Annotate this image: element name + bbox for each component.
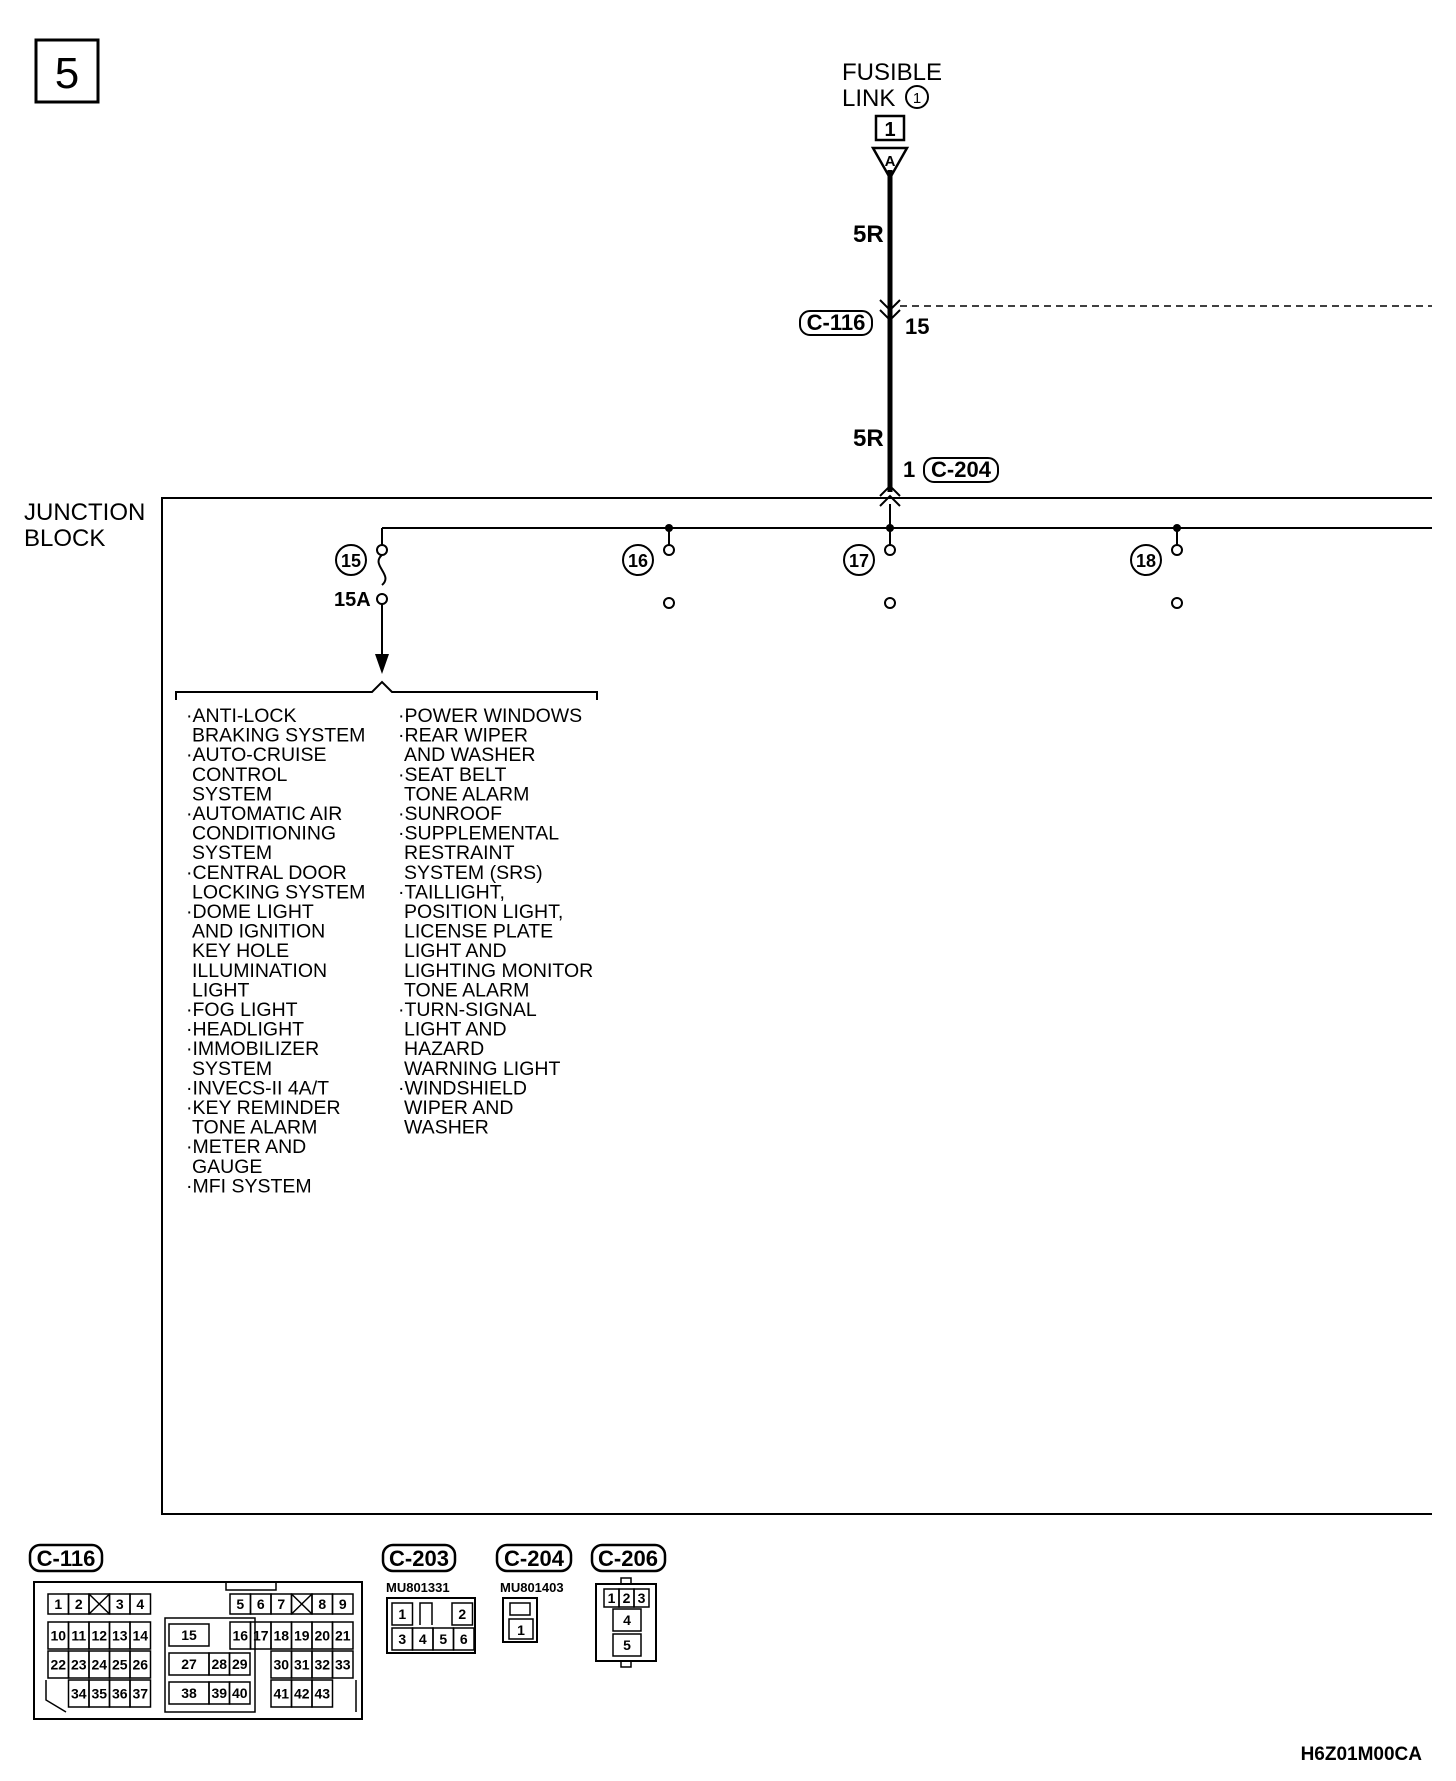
system-right-item: ·SUPPLEMENTAL: [398, 822, 560, 845]
c116-blank-mark: [89, 1594, 110, 1614]
system-left-item: ·METER AND: [186, 1136, 307, 1159]
c116-pin: 4: [136, 1596, 145, 1612]
c206-pin-1: 1: [607, 1590, 616, 1606]
c204-label: C-204: [931, 457, 991, 482]
fuse-15: [334, 528, 389, 674]
c116-pin: 26: [132, 1656, 149, 1673]
c116-pin: 41: [273, 1685, 290, 1702]
system-left-item: SYSTEM: [192, 1057, 273, 1080]
c204-pin: 1: [903, 457, 916, 482]
internal-bus: [382, 504, 1432, 532]
c116-pin: 22: [50, 1656, 67, 1673]
c116-pin: 36: [111, 1685, 128, 1702]
c203-cells: [392, 1603, 474, 1650]
system-left-item: ILLUMINATION: [192, 959, 328, 982]
c203-pin: 6: [459, 1631, 468, 1647]
c116-pin: 40: [231, 1685, 248, 1701]
fusible-link-terminal: 1: [884, 119, 896, 141]
c116-pin: 10: [50, 1627, 67, 1644]
system-right-item: ·POWER WINDOWS: [398, 705, 583, 727]
system-right-item: LIGHT AND: [404, 940, 507, 963]
junction-block-line2: BLOCK: [24, 525, 106, 552]
c116-face-label: C-116: [36, 1546, 96, 1571]
system-left-item: GAUGE: [192, 1155, 263, 1178]
system-left-item: LOCKING SYSTEM: [192, 881, 366, 904]
fuse-15-rating: 15A: [334, 589, 371, 611]
c116-pin: 5: [236, 1596, 245, 1612]
junction-block-line1: JUNCTION: [24, 499, 146, 526]
fuse-17-number: 17: [848, 551, 870, 571]
c204-pin-1: 1: [517, 1622, 525, 1638]
fuse-16: [623, 528, 674, 608]
c116-pin: 34: [70, 1685, 87, 1702]
c206-pin-4: 4: [623, 1612, 631, 1628]
c116-pin: 31: [293, 1656, 310, 1673]
system-left-item: AND IGNITION: [192, 920, 326, 943]
fuse-18-number: 18: [1135, 551, 1157, 571]
system-right-item: ·SEAT BELT: [398, 763, 507, 786]
c116-cells: [46, 1594, 356, 1712]
system-right-item: TONE ALARM: [404, 979, 530, 1002]
system-left-item: LIGHT: [192, 979, 250, 1002]
fuse-16-number: 16: [627, 551, 649, 571]
c203-part-number: MU801331: [386, 1580, 450, 1595]
c203-connector-face: [383, 1545, 475, 1653]
system-left-item: ·AUTOMATIC AIR: [186, 803, 343, 825]
c203-pin: 5: [439, 1631, 448, 1647]
fuse-17: [844, 528, 895, 608]
system-right-item: ·TAILLIGHT,: [398, 881, 505, 904]
c206-connector-face: [592, 1545, 665, 1667]
fuse-15-element: [379, 555, 386, 585]
system-right-item: ·TURN-SIGNAL: [398, 999, 537, 1021]
c116-pin: 29: [231, 1656, 248, 1672]
system-left-item: BRAKING SYSTEM: [192, 724, 366, 747]
c116-pin: 28: [211, 1656, 228, 1672]
c204-face-label: C-204: [504, 1546, 564, 1571]
c116-pin: 7: [277, 1596, 286, 1612]
c116-pin: 9: [338, 1596, 347, 1612]
c116-pin: 25: [111, 1656, 128, 1673]
system-left-item: ·HEADLIGHT: [186, 1018, 305, 1041]
system-left-item: CONDITIONING: [192, 822, 337, 845]
page-number: 5: [54, 49, 80, 98]
c116-pin: 38: [181, 1685, 197, 1701]
c203-key: [420, 1603, 432, 1625]
c116-pin: 19: [293, 1627, 310, 1644]
c116-pin: 33: [334, 1656, 351, 1673]
c203-pin: 4: [418, 1631, 427, 1647]
c116-pin: 2: [74, 1596, 83, 1612]
system-right-item: ·WINDSHIELD: [398, 1077, 527, 1100]
c206-face-label: C-206: [598, 1546, 658, 1571]
system-left-item: ·IMMOBILIZER: [186, 1038, 320, 1061]
c116-pin: 14: [132, 1627, 149, 1644]
system-left-item: ·CENTRAL DOOR: [186, 861, 347, 884]
c116-pin: 42: [293, 1685, 310, 1702]
c116-connector-face: [30, 1545, 362, 1719]
c116-pin: 24: [91, 1656, 108, 1673]
system-left-item: ·AUTO-CRUISE: [186, 744, 327, 767]
fusible-link-number: 1: [912, 90, 922, 107]
c116-pin: 15: [905, 314, 930, 339]
fuse-15-arrow: [375, 654, 389, 674]
c116-pin: 37: [132, 1685, 149, 1702]
system-right-item: RESTRAINT: [404, 842, 515, 865]
c206-pin-5: 5: [623, 1637, 631, 1653]
system-right-item: HAZARD: [404, 1038, 485, 1061]
system-left-item: ·INVECS-II 4A/T: [186, 1077, 330, 1100]
fuse-18: [1131, 528, 1182, 608]
c116-pin: 20: [314, 1627, 331, 1644]
fusible-link: [842, 59, 942, 178]
c206-pin-2: 2: [622, 1590, 631, 1606]
system-right-item: AND WASHER: [404, 744, 536, 767]
system-right-item: LIGHT AND: [404, 1018, 507, 1041]
c116-label: C-116: [806, 310, 866, 335]
system-right-item: WASHER: [404, 1116, 489, 1139]
fusible-link-line1: FUSIBLE: [842, 59, 943, 86]
system-left-item: SYSTEM: [192, 842, 273, 865]
c203-pin: 2: [458, 1606, 467, 1622]
c116-pin: 6: [256, 1596, 265, 1612]
system-left-item: ·KEY REMINDER: [186, 1097, 341, 1119]
system-left-item: ·ANTI-LOCK: [186, 705, 297, 727]
system-left-item: SYSTEM: [192, 783, 273, 806]
c116-pin: 43: [314, 1685, 331, 1702]
c116-pin: 8: [318, 1596, 327, 1612]
c116-pin: 3: [115, 1596, 124, 1612]
system-right-item: SYSTEM (SRS): [404, 861, 543, 884]
c204-part-number: MU801403: [500, 1580, 564, 1595]
c116-blank-mark: [292, 1594, 313, 1614]
systems-left-list: [186, 705, 365, 1197]
c116-pin: 18: [273, 1627, 290, 1644]
load-brace: [176, 682, 597, 700]
system-left-item: KEY HOLE: [192, 940, 290, 963]
c204-connector-face: [497, 1545, 571, 1642]
c116-pin: 23: [70, 1656, 87, 1673]
c116-pin: 1: [54, 1596, 63, 1612]
system-right-item: LIGHTING MONITOR: [404, 959, 594, 982]
system-left-item: ·DOME LIGHT: [186, 901, 314, 923]
c116-inline-connector: [800, 300, 1432, 339]
c116-pin: 16: [232, 1627, 249, 1644]
figure-code: H6Z01M00CA: [1300, 1744, 1422, 1765]
system-right-item: LICENSE PLATE: [404, 920, 554, 943]
system-right-item: WARNING LIGHT: [404, 1057, 561, 1080]
c116-pin: 32: [314, 1656, 331, 1673]
c116-pin: 21: [334, 1627, 351, 1644]
c203-pin: 1: [398, 1606, 407, 1622]
connector-a-label: A: [884, 153, 896, 170]
system-right-item: WIPER AND: [404, 1097, 514, 1119]
c116-pin: 35: [91, 1685, 108, 1702]
junction-block-outline: [162, 498, 1432, 1514]
c116-pin: 17: [252, 1627, 269, 1644]
wire-color-upper: 5R: [853, 221, 884, 248]
fuse-15-number: 15: [340, 551, 362, 571]
c116-pin: 15: [181, 1627, 197, 1643]
wire-color-lower: 5R: [853, 425, 884, 452]
fusible-link-line2: LINK: [842, 85, 896, 112]
system-left-item: ·FOG LIGHT: [186, 999, 298, 1021]
system-right-item: ·SUNROOF: [398, 803, 502, 825]
system-left-item: TONE ALARM: [192, 1116, 318, 1139]
c116-pin: 11: [71, 1627, 87, 1644]
system-left-item: ·MFI SYSTEM: [186, 1175, 312, 1198]
system-left-item: CONTROL: [192, 763, 288, 786]
c116-pin: 12: [91, 1627, 108, 1644]
system-right-item: TONE ALARM: [404, 783, 530, 806]
c116-pin: 13: [111, 1627, 128, 1644]
c116-pin: 27: [181, 1656, 197, 1672]
c206-pin-3: 3: [637, 1590, 646, 1606]
system-right-item: POSITION LIGHT,: [404, 901, 564, 923]
c203-pin: 3: [398, 1631, 407, 1647]
page-number-box: [36, 40, 98, 102]
c203-face-label: C-203: [389, 1546, 449, 1571]
c116-pin: 30: [273, 1656, 290, 1673]
systems-right-list: [398, 705, 593, 1139]
c116-pin: 39: [211, 1685, 228, 1701]
system-right-item: ·REAR WIPER: [398, 724, 529, 747]
